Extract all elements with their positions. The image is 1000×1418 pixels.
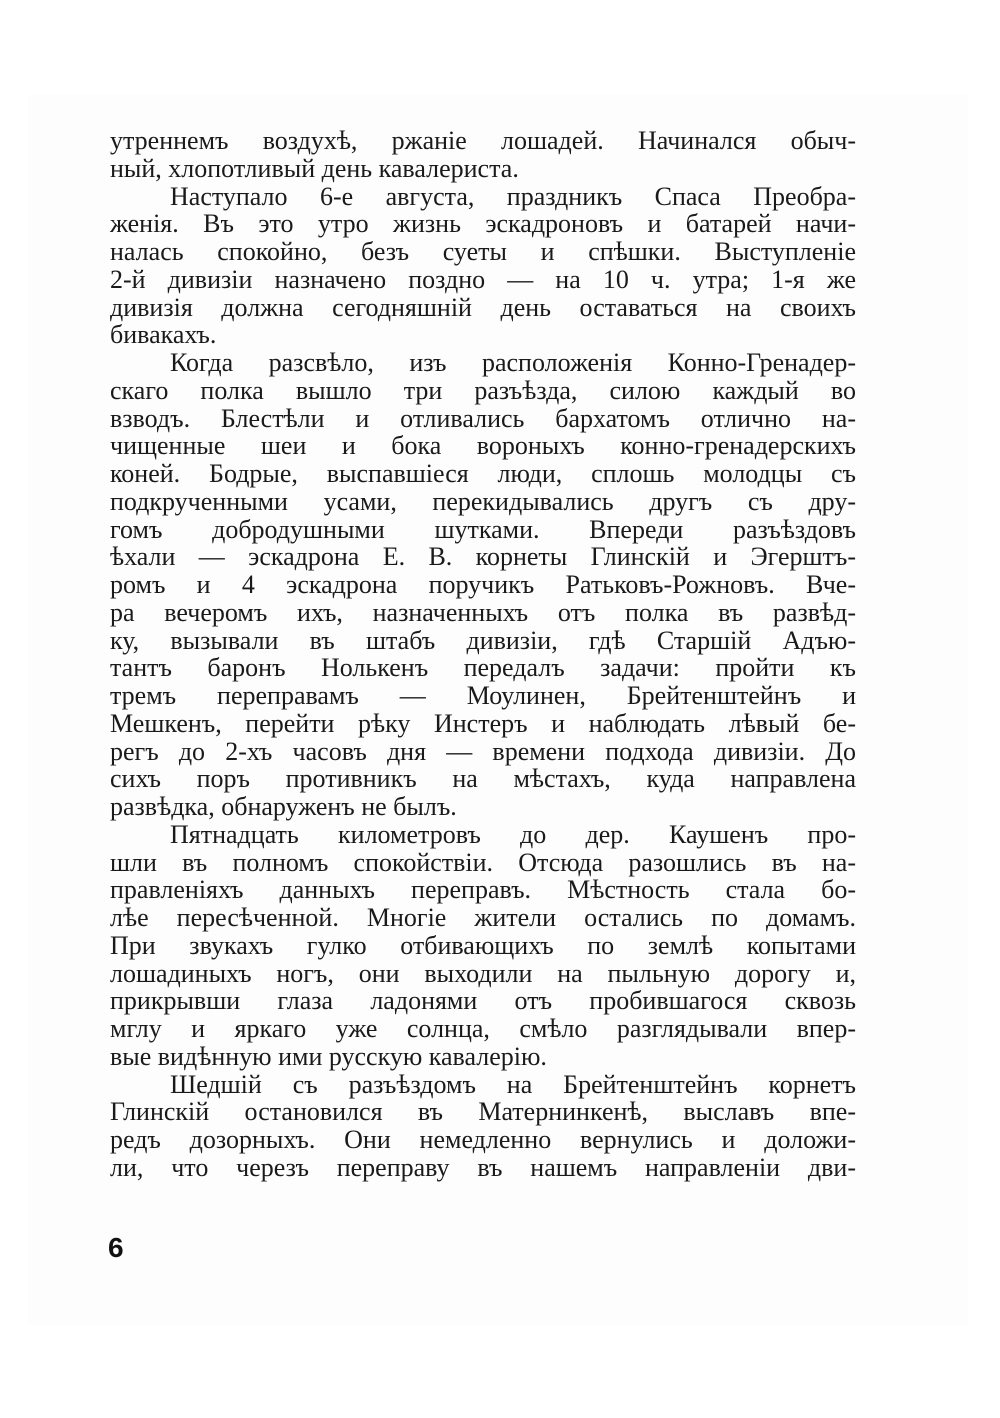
text-line: ѣхали — эскадрона Е. В. корнеты Глинскій и Эгерштъ- [110,542,856,572]
text-line: Глинскій остановился въ Матернинкенѣ, выславъ впе- [110,1097,856,1127]
text-line: Мешкенъ, перейти рѣку Инстеръ и наблюдать лѣвый бе- [110,708,856,738]
paragraph [110,349,856,821]
text-line: женія. Въ это утро жизнь эскадроновъ и батарей начи- [110,209,856,239]
text-line: утреннемъ воздухѣ, ржаніе лошадей. Начинался обыч- [110,126,856,155]
text-line: налась спокойно, безъ суеты и спѣшки. Выступленіе [110,237,856,266]
text-line: гомъ добродушными шутками. Впереди разъѣздовъ [110,514,856,544]
text-line: вые видѣнную ими русскую кавалерію. [110,1041,547,1071]
text-line: развѣдка, обнаруженъ не былъ. [110,792,457,821]
text-line: Когда разсвѣло, изъ расположенія Конно-Гренадер- [170,348,856,377]
text-line: дивизія должна сегодняшній день оставаться на своихъ [110,292,856,322]
text-line: сихъ поръ противникъ на мѣстахъ, куда направлена [110,764,856,794]
text-line: подкрученными усами, перекидывались другъ съ дру- [110,486,856,516]
text-line: редъ дозорныхъ. Они немедленно вернулись и доложи- [110,1125,856,1154]
text-line: 2-й дивизіи назначено поздно — на 10 ч. утра; 1-я же [110,264,856,294]
text-line: Пятнадцать километровъ до дер. Каушенъ про- [170,819,856,849]
text-line: Шедшій съ разъѣздомъ на Брейтенштейнъ корнетъ [170,1069,856,1099]
text-line: ный, хлопотливый день кавалериста. [110,153,519,183]
page-number: 6 [108,1232,124,1263]
text-line: шли въ полномъ спокойствіи. Отсюда разошлись въ на- [110,847,856,877]
text-line: лѣе пересѣченной. Многіе жители остались по домамъ. [110,903,856,932]
text-line: правленіяхъ данныхъ переправъ. Мѣстность стала бо- [110,875,856,905]
paragraph [110,127,856,183]
text-line: лошадиныхъ ногъ, они выходили на пыльную дорогу и, [110,958,856,988]
text-line: регъ до 2-хъ часовъ дня — времени подхода дивизіи. До [110,736,856,766]
text-line: мглу и яркаго уже солнца, смѣло разглядывали впер- [110,1014,856,1043]
text-line: чищенные шеи и бока вороныхъ конно-гренадерскихъ [110,431,856,461]
text-line: ку, вызывали въ штабъ дивизіи, гдѣ Старшій Адъю- [110,625,856,655]
text-line: тремъ переправамъ — Моулинен, Брейтенштейнъ и [110,681,856,710]
text-line: коней. Бодрые, выспавшіеся люди, сплошь молодцы съ [110,459,856,488]
text-line: прикрывши глаза ладонями отъ пробившагося сквозь [110,986,856,1016]
paragraph [110,1071,856,1182]
text-line: бивакахъ. [110,320,217,350]
text-line: ромъ и 4 эскадрона поручикъ Ратьковъ-Рожновъ. Вче- [110,570,856,599]
text-line: тантъ баронъ Нолькенъ передалъ задачи: пройти къ [110,653,856,683]
paragraph [110,821,856,1071]
text-line: ли, что черезъ переправу въ нашемъ направленіи дви- [110,1152,856,1182]
text-line: Наступало 6-е августа, праздникъ Спаса Преобра- [170,181,856,211]
text-line: При звукахъ гулко отбивающихъ по землѣ копытами [110,930,856,960]
text-line: скаго полка вышло три разъѣзда, силою каждый во [110,375,856,405]
body-text [110,127,856,1182]
paragraph [110,183,856,350]
text-line: взводъ. Блестѣли и отливались бархатомъ отлично на- [110,403,856,433]
text-line: ра вечеромъ ихъ, назначенныхъ отъ полка въ развѣд- [110,597,856,627]
